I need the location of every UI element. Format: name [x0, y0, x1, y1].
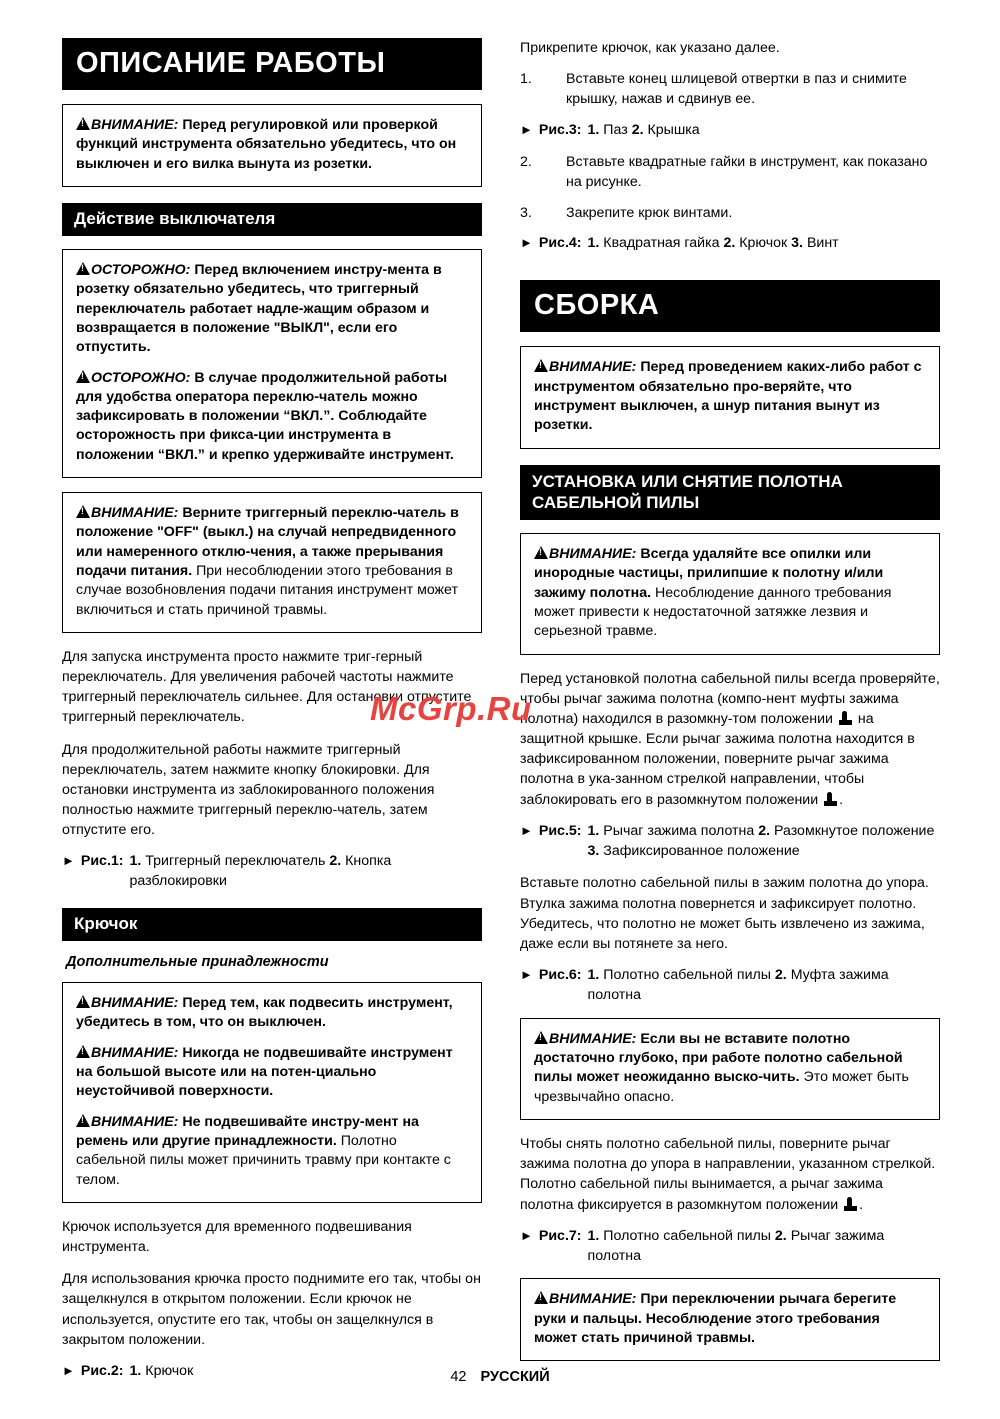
figure-label: Рис.3:: [538, 121, 582, 138]
item-text: Крючок: [141, 1362, 194, 1379]
notice-body: Никогда не подвешивайте инструмент на большой высоте или на потен-циально неустойчивой поверхности.: [76, 1044, 453, 1100]
item-number: 1.: [587, 822, 600, 839]
arrow-icon: ►: [520, 235, 533, 251]
text-part: .: [859, 1196, 864, 1213]
numbered-step: [520, 70, 940, 110]
figure-reference-1: [62, 852, 482, 892]
section-title-assembly: СБОРКА: [520, 280, 940, 332]
warning-triangle-icon: [534, 1031, 548, 1044]
numbered-step: [520, 153, 940, 193]
notice-lead: ВНИМАНИЕ:: [549, 359, 637, 376]
step-number: 2.: [520, 153, 532, 170]
warning-triangle-icon: [76, 1114, 90, 1127]
item-text: Полотно сабельной пилы: [599, 1227, 775, 1244]
notice-box-blade-depth: [520, 1018, 940, 1120]
text-part: на защитной крышке. Если рычаг зажима полотна находится в зафиксированном положении, поверните рычаг зажима полотна в ука-занном стрелкой направлении, чтобы заблокировать его в разомкнутом положении: [520, 710, 915, 808]
figure-label: Рис.4:: [538, 235, 582, 252]
notice-lead: ВНИМАНИЕ:: [91, 1113, 179, 1130]
notice-body: Перед тем, как подвесить инструмент, убедитесь в том, что он выключен.: [76, 995, 453, 1031]
item-number: 2.: [631, 121, 644, 138]
notice-box-switch: [62, 249, 482, 478]
notice-box-lever-hands: [520, 1278, 940, 1361]
text-part: .: [839, 791, 844, 808]
two-column-layout: [62, 38, 938, 1394]
warning-triangle-icon: [76, 995, 90, 1008]
arrow-icon: ►: [520, 967, 533, 983]
page-number: 42: [450, 1369, 467, 1385]
item-text: Винт: [803, 235, 839, 252]
notice-lead: ВНИМАНИЕ:: [549, 1030, 637, 1047]
step-number: 1.: [520, 71, 532, 88]
figure-reference-3: [520, 121, 940, 141]
warning-triangle-icon: [534, 546, 548, 559]
figure-items: [588, 121, 940, 141]
item-number: 1.: [129, 1362, 142, 1379]
watermark: McGrp.Ru: [370, 690, 532, 727]
figure-label: Рис.5:: [538, 822, 582, 839]
notice-box-main: [62, 104, 482, 187]
arrow-icon: ►: [520, 121, 533, 137]
notice-body: Перед включением инстру-мента в розетку обязательно убедитесь, что триггерный переключатель работает надле-жащим образом и возвращается в положение "ВЫКЛ", если его отпустить.: [76, 261, 442, 356]
paragraph-switch-operation: Для запуска инструмента просто нажмите триг-герный переключатель. Для увеличения рабочей частоты нажмите триггерный переключатель сильнее. Для остановки отпустите триггерный переключатель.: [62, 648, 472, 726]
notice-body: В случае продолжительной работы для удобства оператора переклю-чатель можно зафиксировать в положении “ВКЛ.”. Соблюдайте осторожность при фикса-ции инструмента в положении “ВКЛ.” и крепко удерживайте инструмент.: [76, 369, 454, 463]
unlocked-lever-icon: [823, 792, 838, 807]
text-part: Перед установкой полотна сабельной пилы всегда проверяйте, чтобы рычаг зажима полотна (компо-нент муфты зажима полотна) находился в разомкну-том положении: [520, 670, 940, 727]
unlocked-lever-icon: [843, 1197, 858, 1212]
item-text: Разомкнутое положение: [770, 822, 935, 839]
right-column: [520, 38, 940, 1375]
item-number: 1.: [587, 967, 600, 984]
notice-lead: ВНИМАНИЕ:: [91, 995, 179, 1012]
item-text: Рычаг зажима полотна: [587, 1227, 885, 1264]
figure-reference-6: [520, 966, 940, 1006]
notice-body: Перед регулировкой или проверкой функций инструмента обязательно убедитесь, что он выключен и его вилка вынута из розетки.: [76, 117, 457, 172]
figure-items: [588, 966, 940, 1006]
subsection-title-switch: Действие выключателя: [62, 203, 482, 236]
figure-label: Рис.7:: [538, 1227, 582, 1244]
notice-note: Это может быть чрезвычайно опасно.: [534, 1069, 909, 1105]
paragraph-blade-insert: Вставьте полотно сабельной пилы в зажим полотна до упора. Втулка зажима полотна повернется и зафиксирует полотно. Убедитесь, что полотно не может быть извлечено из зажима, даже если вы потянете за него.: [520, 875, 929, 952]
notice-note: При несоблюдении этого требования в случае возобновления подачи питания инструмент может включиться и стать причиной травмы.: [76, 563, 458, 618]
arrow-icon: ►: [520, 1227, 533, 1243]
notice-box-hook-1: [62, 982, 482, 1203]
notice-body: Если вы не вставите полотно достаточно глубоко, при работе полотно сабельной пилы может неожиданно выско-чить.: [534, 1030, 903, 1086]
step-text: Закрепите крюк винтами.: [566, 204, 733, 221]
item-number: 2.: [329, 853, 342, 870]
item-text: Крышка: [643, 121, 700, 138]
arrow-icon: ►: [520, 822, 533, 838]
item-number: 2.: [774, 1227, 787, 1244]
numbered-step: [520, 204, 940, 224]
paragraph-blade-lever-check: [520, 669, 940, 810]
figure-items: [588, 1227, 940, 1267]
item-text-cont: разблокировки: [129, 873, 227, 890]
notice-lead: ВНИМАНИЕ:: [549, 1291, 637, 1308]
notice-lead: ВНИМАНИЕ:: [549, 546, 637, 563]
warning-triangle-icon: [76, 117, 90, 130]
footer-language: РУССКИЙ: [480, 1369, 550, 1385]
item-text: Полотно сабельной пилы: [599, 967, 775, 984]
notice-box-blade-debris: [520, 533, 940, 655]
figure-items: [588, 822, 940, 862]
subsection-title-blade-install: УСТАНОВКА ИЛИ СНЯТИЕ ПОЛОТНА САБЕЛЬНОЙ ПИЛЫ: [520, 465, 940, 521]
item-text: Квадратная гайка: [599, 235, 724, 252]
warning-triangle-icon: [76, 370, 90, 383]
paragraph-hook-usage-1: Крючок используется для временного подвешивания инструмента.: [62, 1218, 412, 1256]
notice-lead: ОСТОРОЖНО:: [91, 261, 191, 278]
warning-triangle-icon: [534, 359, 548, 372]
warning-triangle-icon: [534, 1291, 548, 1304]
item-text: Триггерный переключатель: [141, 853, 330, 870]
notice-lead: ВНИМАНИЕ:: [91, 505, 179, 522]
notice-note: Полотно сабельной пилы может причинить травму при контакте с телом.: [76, 1132, 451, 1188]
arrow-icon: ►: [62, 853, 75, 869]
figure-items: [588, 234, 940, 254]
subheading-optional-accessories: Дополнительные принадлежности: [66, 954, 329, 971]
arrow-icon: ►: [62, 1362, 75, 1378]
paragraph-blade-remove: [520, 1134, 940, 1215]
item-number: 2.: [723, 235, 736, 252]
paragraph-lock-operation: Для продолжительной работы нажмите триггерный переключатель, затем нажмите кнопку блокировки. Для остановки инструмента из заблокированного положения полностью нажмите триггерный переклю-чатель, затем отпустите его.: [62, 741, 435, 839]
notice-body: Верните триггерный переклю-чатель в положение "OFF" (выкл.) на случай непредвиденного или намеренного отклю-чения, а также прерывания подачи питания.: [76, 505, 459, 579]
notice-box-switch-off: [62, 492, 482, 633]
item-text: Крючок: [735, 235, 792, 252]
subsection-title-hook: Крючок: [62, 908, 482, 941]
figure-label: Рис.2:: [80, 1362, 124, 1379]
step-number: 3.: [520, 204, 532, 221]
figure-label: Рис.6:: [538, 967, 582, 984]
figure-reference-5: [520, 822, 940, 862]
item-number: 1.: [587, 1227, 600, 1244]
notice-lead: ВНИМАНИЕ:: [91, 117, 179, 133]
unlocked-lever-icon: [838, 711, 853, 726]
section-title-operation: ОПИСАНИЕ РАБОТЫ: [62, 38, 482, 90]
item-number: 2.: [774, 967, 787, 984]
notice-lead: ВНИМАНИЕ:: [91, 1044, 179, 1061]
item-number: 1.: [587, 235, 600, 252]
notice-body: Перед проведением каких-либо работ с инструментом обязательно про-веряйте, что инструмент выключен, а шнур питания вынут из розетки.: [534, 359, 922, 434]
notice-lead: ОСТОРОЖНО:: [91, 369, 191, 386]
paragraph-hook-attach-intro: Прикрепите крючок, как указано далее.: [520, 40, 780, 56]
paragraph-hook-usage-2: Для использования крючка просто поднимите его так, чтобы он защелкнулся в открытом положении. Если крючок не используется, опустите его так, чтобы он защелкнулся в закрытом положении.: [62, 1271, 481, 1348]
figure-reference-4: [520, 234, 940, 254]
notice-note: Несоблюдение данного требования может привести к недостаточной затяжке лезвия и серьезной травме.: [534, 584, 892, 640]
warning-triangle-icon: [76, 262, 90, 275]
item-number: 1.: [129, 853, 142, 870]
item-text: Зафиксированное положение: [599, 842, 800, 859]
figure-reference-7: [520, 1227, 940, 1267]
item-number: 2.: [758, 822, 771, 839]
page-footer: [0, 1369, 1000, 1385]
step-text: Вставьте квадратные гайки в инструмент, как показано на рисунке.: [566, 153, 928, 190]
notice-body: Всегда удаляйте все опилки или инородные частицы, прилипшие к полотну и/или зажиму полотна.: [534, 546, 884, 601]
warning-triangle-icon: [76, 1045, 90, 1058]
text-part: Чтобы снять полотно сабельной пилы, поверните рычаг зажима полотна до упора в направлении, указанном стрелкой. Полотно сабельной пилы вынимается, а рычаг зажима полотна фиксируется в разомкнутом положении: [520, 1136, 936, 1213]
item-text: Кнопка: [341, 853, 392, 870]
item-text: Муфта зажима полотна: [587, 967, 889, 1003]
left-column: [62, 38, 482, 1394]
notice-body: Не подвешивайте инстру-мент на ремень или другие принадлежности.: [76, 1113, 419, 1149]
notice-box-assembly: [520, 346, 940, 448]
item-number: 3.: [791, 235, 804, 252]
warning-triangle-icon: [76, 505, 90, 518]
figure-items: [130, 852, 482, 892]
notice-body: При переключении рычага берегите руки и пальцы. Несоблюдение этого требования может стать причиной травмы.: [534, 1291, 897, 1347]
item-text: Паз: [599, 121, 632, 138]
item-text: Рычаг зажима полотна: [599, 822, 759, 839]
item-number: 1.: [587, 121, 600, 138]
figure-label: Рис.1:: [80, 853, 124, 870]
item-number: 3.: [587, 842, 600, 859]
step-text: Вставьте конец шлицевой отвертки в паз и снимите крышку, нажав и сдвинув ее.: [566, 71, 907, 108]
